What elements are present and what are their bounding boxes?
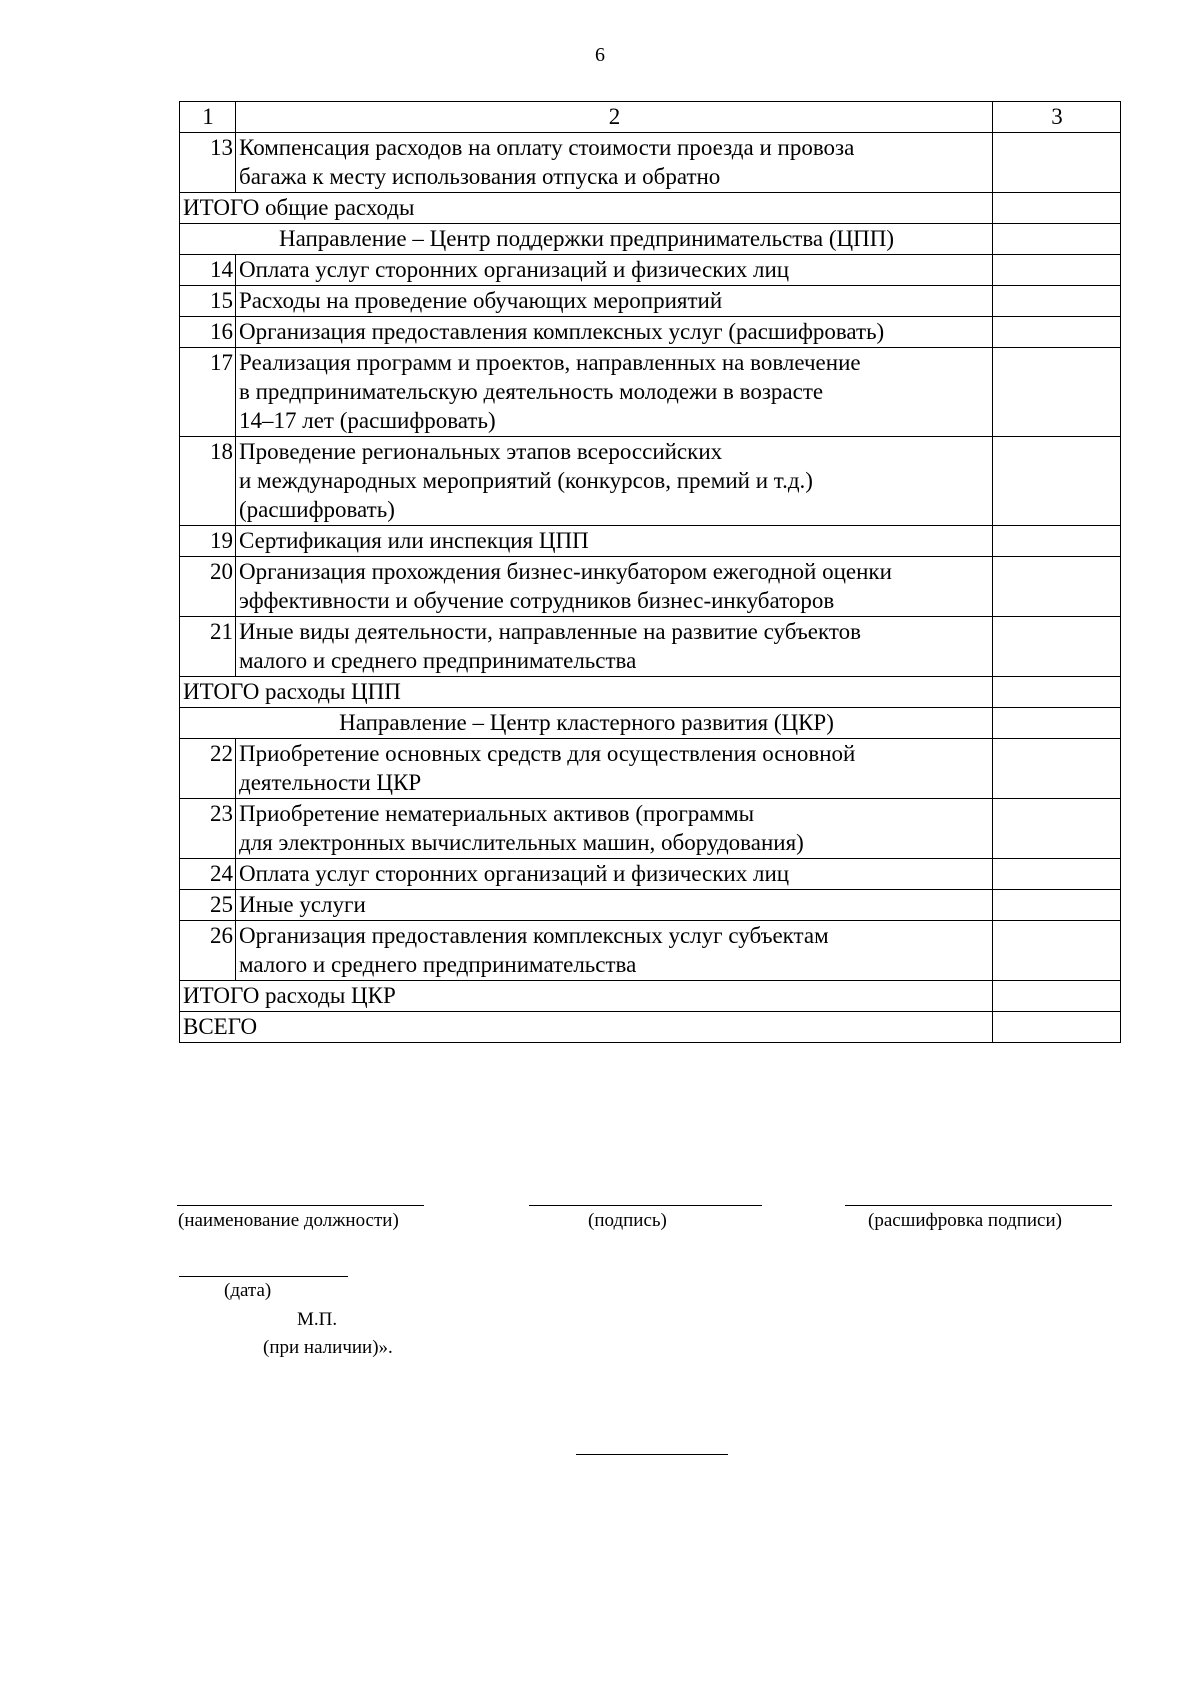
row-description-line: Приобретение основных средств для осуществления основной <box>239 741 856 766</box>
row-description-line: Компенсация расходов на оплату стоимости проезда и провоза <box>239 135 855 160</box>
row-amount <box>993 437 1121 526</box>
row-description-line: в предпринимательскую деятельность молодежи в возрасте <box>239 379 824 404</box>
row-amount <box>993 286 1121 317</box>
table-row-item <box>180 526 1121 557</box>
row-amount <box>993 557 1121 617</box>
row-description-line: Организация предоставления комплексных услуг субъектам <box>239 923 829 948</box>
row-description <box>236 557 993 617</box>
row-description-line: багажа к месту использования отпуска и обратно <box>239 164 721 189</box>
table-row-total <box>180 1012 1121 1043</box>
table-row-section <box>180 224 1121 255</box>
column-header-number: 1 <box>180 102 236 133</box>
table-row-total <box>180 677 1121 708</box>
row-amount <box>993 317 1121 348</box>
row-amount <box>993 1012 1121 1043</box>
total-label: ВСЕГО <box>180 1012 993 1043</box>
row-amount <box>993 193 1121 224</box>
row-description-line: (расшифровать) <box>239 497 395 522</box>
row-amount <box>993 981 1121 1012</box>
row-description-line: Организация прохождения бизнес-инкубатором ежегодной оценки <box>239 559 892 584</box>
row-description-line: Сертификация или инспекция ЦПП <box>239 528 589 553</box>
table-row-total <box>180 981 1121 1012</box>
row-description <box>236 799 993 859</box>
row-amount <box>993 890 1121 921</box>
row-amount <box>993 224 1121 255</box>
row-number: 23 <box>180 799 236 859</box>
total-label: ИТОГО расходы ЦПП <box>180 677 993 708</box>
row-number: 13 <box>180 133 236 193</box>
row-description-line: эффективности и обучение сотрудников бизнес-инкубаторов <box>239 588 835 613</box>
row-amount <box>993 859 1121 890</box>
date-line <box>179 1276 348 1277</box>
stamp-note: (при наличии)». <box>263 1337 393 1358</box>
row-amount <box>993 677 1121 708</box>
table-row-section <box>180 708 1121 739</box>
position-line <box>177 1205 424 1206</box>
table-row-item <box>180 617 1121 677</box>
page-number: 6 <box>595 44 605 66</box>
row-description <box>236 617 993 677</box>
row-number: 16 <box>180 317 236 348</box>
row-description <box>236 286 993 317</box>
row-number: 14 <box>180 255 236 286</box>
row-description-line: Иные виды деятельности, направленные на развитие субъектов <box>239 619 861 644</box>
table-row-item <box>180 859 1121 890</box>
table-row-total <box>180 193 1121 224</box>
date-label: (дата) <box>224 1280 272 1301</box>
table-header-row <box>180 102 1121 133</box>
row-description-line: для электронных вычислительных машин, оборудования) <box>239 830 804 855</box>
row-description <box>236 317 993 348</box>
row-description-line: малого и среднего предпринимательства <box>239 952 637 977</box>
row-amount <box>993 617 1121 677</box>
row-description-line: деятельности ЦКР <box>239 770 422 795</box>
table-row-item <box>180 286 1121 317</box>
row-description <box>236 133 993 193</box>
row-description-line: Проведение региональных этапов всероссийских <box>239 439 723 464</box>
row-amount <box>993 133 1121 193</box>
row-description-line: Оплата услуг сторонних организаций и физических лиц <box>239 861 790 886</box>
stamp-label: М.П. <box>297 1309 338 1330</box>
section-title: Направление – Центр поддержки предпринимательства (ЦПП) <box>180 224 993 255</box>
position-label: (наименование должности) <box>178 1210 399 1231</box>
row-amount <box>993 255 1121 286</box>
column-header-name: 2 <box>236 102 993 133</box>
signature-line <box>529 1205 762 1206</box>
table-row-item <box>180 255 1121 286</box>
row-description <box>236 890 993 921</box>
table-row-item <box>180 557 1121 617</box>
decoding-line <box>845 1205 1112 1206</box>
row-amount <box>993 526 1121 557</box>
row-amount <box>993 348 1121 437</box>
row-description <box>236 526 993 557</box>
expense-table-body <box>180 102 1121 1043</box>
table-row-item <box>180 890 1121 921</box>
row-description-line: Организация предоставления комплексных услуг (расшифровать) <box>239 319 885 344</box>
row-description <box>236 921 993 981</box>
row-number: 15 <box>180 286 236 317</box>
section-title: Направление – Центр кластерного развития (ЦКР) <box>180 708 993 739</box>
table-row-item <box>180 133 1121 193</box>
row-description <box>236 255 993 286</box>
row-number: 17 <box>180 348 236 437</box>
table-row-item <box>180 437 1121 526</box>
row-description <box>236 437 993 526</box>
row-description-line: Приобретение нематериальных активов (программы <box>239 801 755 826</box>
total-label: ИТОГО расходы ЦКР <box>180 981 993 1012</box>
decoding-label: (расшифровка подписи) <box>868 1210 1062 1231</box>
signature-label: (подпись) <box>588 1210 667 1231</box>
row-description-line: малого и среднего предпринимательства <box>239 648 637 673</box>
row-number: 25 <box>180 890 236 921</box>
row-number: 22 <box>180 739 236 799</box>
row-number: 19 <box>180 526 236 557</box>
table-row-item <box>180 739 1121 799</box>
row-description <box>236 739 993 799</box>
row-description-line: Оплата услуг сторонних организаций и физических лиц <box>239 257 790 282</box>
row-amount <box>993 921 1121 981</box>
table-row-item <box>180 317 1121 348</box>
row-description <box>236 859 993 890</box>
row-number: 24 <box>180 859 236 890</box>
row-description-line: 14–17 лет (расшифровать) <box>239 408 496 433</box>
row-amount <box>993 739 1121 799</box>
column-header-amount: 3 <box>993 102 1121 133</box>
row-number: 21 <box>180 617 236 677</box>
row-number: 26 <box>180 921 236 981</box>
total-label: ИТОГО общие расходы <box>180 193 993 224</box>
row-description <box>236 348 993 437</box>
row-description-line: Реализация программ и проектов, направленных на вовлечение <box>239 350 861 375</box>
table-row-item <box>180 921 1121 981</box>
table-row-item <box>180 348 1121 437</box>
row-number: 20 <box>180 557 236 617</box>
closing-line <box>576 1454 728 1455</box>
row-amount <box>993 708 1121 739</box>
expense-table <box>179 101 1121 1043</box>
row-description-line: и международных мероприятий (конкурсов, премий и т.д.) <box>239 468 813 493</box>
row-description-line: Расходы на проведение обучающих мероприятий <box>239 288 723 313</box>
row-amount <box>993 799 1121 859</box>
row-description-line: Иные услуги <box>239 892 366 917</box>
table-row-item <box>180 799 1121 859</box>
row-number: 18 <box>180 437 236 526</box>
